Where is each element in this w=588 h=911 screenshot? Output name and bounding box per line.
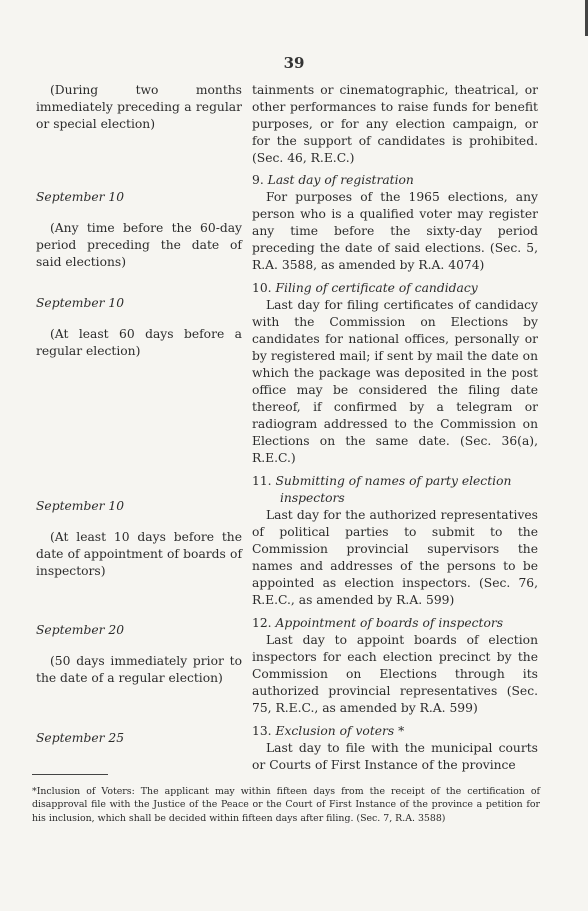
section-title-continuation: inspectors: [280, 491, 345, 505]
section-body: Last day for filing certificates of candidacy with the Commission on Elections by candidates for national offices, personally or by registered mail; if sent by mail the date on which the package was deposited in the post office may be considered the filing date thereof, if confirmed by a telegram or radiogram addressed to the Commission on Elections on the same date. (Sec. 36(a), R.E.C.): [252, 298, 538, 465]
section-number: 13.: [252, 724, 272, 738]
left-note-text: (50 days immediately prior to the date of a regular election): [36, 654, 242, 685]
left-note-date: September 25: [36, 731, 125, 745]
section-10: [252, 280, 538, 467]
section-body: Last day to file with the municipal courts or Courts of First Instance of the province: [252, 741, 538, 772]
section-number: 11.: [252, 474, 272, 488]
left-note-1: [36, 189, 242, 271]
left-note-date: September 10: [36, 190, 125, 204]
section-heading: [252, 615, 538, 632]
left-note-2: [36, 295, 242, 360]
left-note-0: [36, 82, 242, 133]
right-column: [252, 82, 538, 774]
section-title: Last day of registration: [267, 173, 414, 187]
section-title: Exclusion of voters *: [275, 724, 405, 738]
section-12: [252, 615, 538, 717]
left-note-5: [36, 730, 242, 761]
footnote-rule: [32, 774, 108, 775]
section-title: Filing of certificate of candidacy: [275, 281, 478, 295]
section-heading: [252, 172, 538, 189]
section-body: Last day to appoint boards of election inspectors for each election precinct by the Commission on Elections through its authorized provincial representatives (Sec. 75, R.E.C., as amended by R.A. 599): [252, 633, 538, 715]
section-body: Last day for the authorized representatives of political parties to submit to the Commission provincial supervisors the names and addresses of the persons to be appointed as election inspectors. (Sec. 76, R.E.C., as amended by R.A. 599): [252, 508, 538, 607]
section-body: For purposes of the 1965 elections, any person who is a qualified voter may register any time before the sixty-day period preceding the date of said elections. (Sec. 5, R.A. 3588, as amended by R.A. 4074): [252, 190, 538, 272]
section-title: Submitting of names of party election: [275, 474, 512, 488]
section-number: 10.: [252, 281, 272, 295]
section-title: Appointment of boards of inspectors: [275, 616, 504, 630]
section-13: [252, 723, 538, 774]
section-11: [252, 473, 538, 609]
left-note-text: (Any time before the 60-day period preceding the date of said elections): [36, 221, 242, 269]
page-number: 39: [283, 54, 305, 72]
section-number: 9.: [252, 173, 264, 187]
left-note-text: (During two months immediately preceding a regular or special election): [36, 83, 242, 131]
left-note-4: [36, 622, 242, 687]
section-heading: [252, 723, 538, 740]
left-note-3: [36, 498, 242, 580]
section-9: [252, 172, 538, 274]
left-note-date: September 20: [36, 623, 125, 637]
section-heading: [252, 280, 538, 297]
section-heading: [252, 473, 538, 507]
section-number: 12.: [252, 616, 272, 630]
left-note-date: September 10: [36, 499, 125, 513]
footnote: *Inclusion of Voters: The applicant may within fifteen days from the receipt of the certification of disapproval file with the Justice of the Peace or the Court of First Instance of the province a petition for his inclusion, which shall be decided within fifteen days after filing. (Sec. 7, R.A. 3588): [32, 786, 540, 824]
left-note-text: (At least 10 days before the date of appointment of boards of inspectors): [36, 530, 242, 578]
intro-paragraph: tainments or cinematographic, theatrical, or other performances to raise funds for benefit purposes, or for any election campaign, or for the support of candidates is prohibited. (Sec. 46, R.E.C.): [252, 83, 538, 165]
left-note-text: (At least 60 days before a regular election): [36, 327, 242, 358]
left-note-date: September 10: [36, 296, 125, 310]
